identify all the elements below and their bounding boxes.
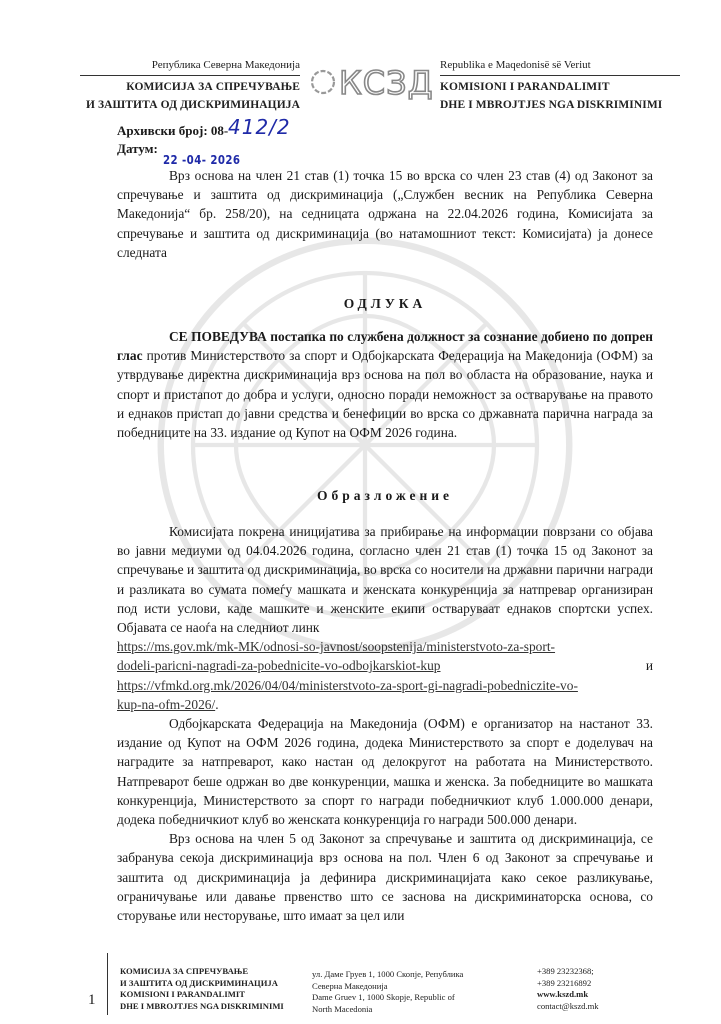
header-right-block [440, 58, 680, 112]
explanation-paragraph-3: Врз основа на член 5 од Законот за спречување и заштита од дискриминација, се забранува секоја дискриминација врз основа на пол. Член 6 од Законот за спречување и заштита од дискриминација ја дефинира дискриминацијата како секое разликување, ограничување или давање првенство што се заснова на дискриминаторска основа, со сторување или несторување, што имаат за цел или [117, 831, 653, 924]
header-commission-al-line2: DHE I MBROJTJES NGA DISKRIMINIMI [440, 99, 663, 111]
header-commission-mk-line2: И ЗАШТИТА ОД ДИСКРИМИНАЦИЈА [85, 99, 300, 111]
footer-org-line: DHE I MBROJTJES NGA DISKRIMINIMI [120, 1000, 284, 1011]
archive-number-label: Архивски број: 08- [117, 123, 229, 138]
footer-org-line: KOMISIONI I PARANDALIMIT [120, 989, 245, 999]
footer-address-line: ул. Даме Груев 1, 1000 Скопје, Република [312, 969, 464, 979]
footer-address-line: North Macedonia [312, 1003, 373, 1014]
kszd-logo-icon [309, 62, 439, 102]
date-label: Датум: [117, 141, 158, 156]
footer-email-link[interactable]: contact@kszd.mk [537, 1000, 599, 1011]
explanation-paragraph-1: Комисијата покрена иницијатива за прибирање на информации поврзани со објава во јавни медиуми од 04.04.2026 година, согласно член 21 став (1) точка 15 од Законот за спречување и заштита од дискриминација, во врска со носители на државни парични награди и разликата во сумата помеѓу машката и женската конкуренција за натпревар организиран под исти услови, каде машките и женските екипи остваруваат еднаков спортски успех. Објавата се наоѓа на следниот линк [117, 524, 653, 636]
link-conjunction: и [645, 658, 653, 674]
footer-address [312, 969, 512, 1015]
footer-website-link[interactable]: www.kszd.mk [537, 989, 589, 999]
header-commission-mk-line1: КОМИСИЈА ЗА СПРЕЧУВАЊЕ [126, 81, 300, 93]
source-link-2-part2[interactable]: kup-na-ofm-2026/ [117, 696, 216, 712]
decision-paragraph [117, 327, 653, 442]
footer-org-line: КОМИСИЈА ЗА СПРЕЧУВАЊЕ [120, 966, 249, 976]
link-end-period: . [215, 696, 219, 712]
svg-text:КСЗД: КСЗД [339, 64, 434, 102]
handwritten-archive-number: 412/2 [228, 115, 291, 139]
page-number: 1 [88, 992, 96, 1008]
source-link-1-part2[interactable]: dodeli-paricni-nagradi-za-pobednicite-vo-odbojkarskiot-kup [117, 658, 441, 674]
explanation-title: Образложение [316, 488, 454, 503]
decision-text: против Министерството за спорт и Одбојкарската Федерација на Македонија (ОФМ) за утврдување директна дискриминација врз основа на пол во областа на образование, наука и спорт и пристапот до добра и услуги, односно поради неможност за остварување на правото и еднаков пристап до јавни средства и бенефиции во врска со државната парична награда за победниците на 33. издание од Купот на ОФМ 2026 година. [117, 348, 653, 441]
footer-phone: +389 23216892 [537, 977, 592, 988]
header-country-mk: Република Северна Македонија [80, 58, 300, 76]
footer-contact [537, 966, 599, 1012]
header-left-block [80, 58, 300, 112]
decision-bold-text: СЕ ПОВЕДУВА постапка по службена должност за сознание добиено по допрен глас [117, 329, 653, 364]
decision-title: ОДЛУКА [343, 296, 427, 311]
source-link-1-part1[interactable]: https://ms.gov.mk/mk-MK/odnosi-so-javnost/soopstenija/ministerstvoto-za-sport- [117, 639, 556, 655]
footer-org-line: И ЗАШТИТА ОД ДИСКРИМИНАЦИЈА [120, 977, 278, 988]
footer-organization [120, 966, 284, 1012]
footer-divider [107, 953, 108, 1015]
footer-address-line: Dame Gruev 1, 1000 Skopje, Republic of [312, 992, 455, 1002]
intro-paragraph: Врз основа на член 21 став (1) точка 15 во врска со член 23 став (4) од Законот за спречување и заштита од дискриминација („Службен весник на Република Северна Македонија“ бр. 258/20), на седницата одржана на 22.04.2026 година, Комисијата за спречување и заштита од дискриминација (во натамошниот текст: Комисијата) ја донесе следната [117, 168, 653, 260]
source-link-2-part1[interactable]: https://vfmkd.org.mk/2026/04/04/ministerstvoto-za-sport-gi-nagradi-pobedniczite-vo- [117, 677, 578, 693]
date-stamp: 22 -04- 2026 [163, 153, 241, 167]
explanation-paragraph-2: Одбојкарската Федерација на Македонија (ОФМ) е организатор на настанот 33. издание од Купот на ОФМ 2026 година, додека Министерството за спорт е доделувач на наградите за натпреварот, како настан од делокругот на работата на Министерството. Натпреварот беше одржан во две конкуренции, машка и женска. За победниците во машката конкуренција, Министерството за спорт го награди победничкиот клуб 1.000.000 денари, додека победничкиот клуб во женската конкуренција го награди 500.000 денари. [117, 716, 653, 828]
footer-phone: +389 23232368; [537, 966, 594, 976]
footer-address-line: Северна Македонија [312, 980, 388, 991]
header-country-al: Republika e Maqedonisë së Veriut [440, 58, 680, 76]
header-commission-al-line1: KOMISIONI I PARANDALIMIT [440, 81, 610, 93]
explanation-section [117, 522, 653, 925]
